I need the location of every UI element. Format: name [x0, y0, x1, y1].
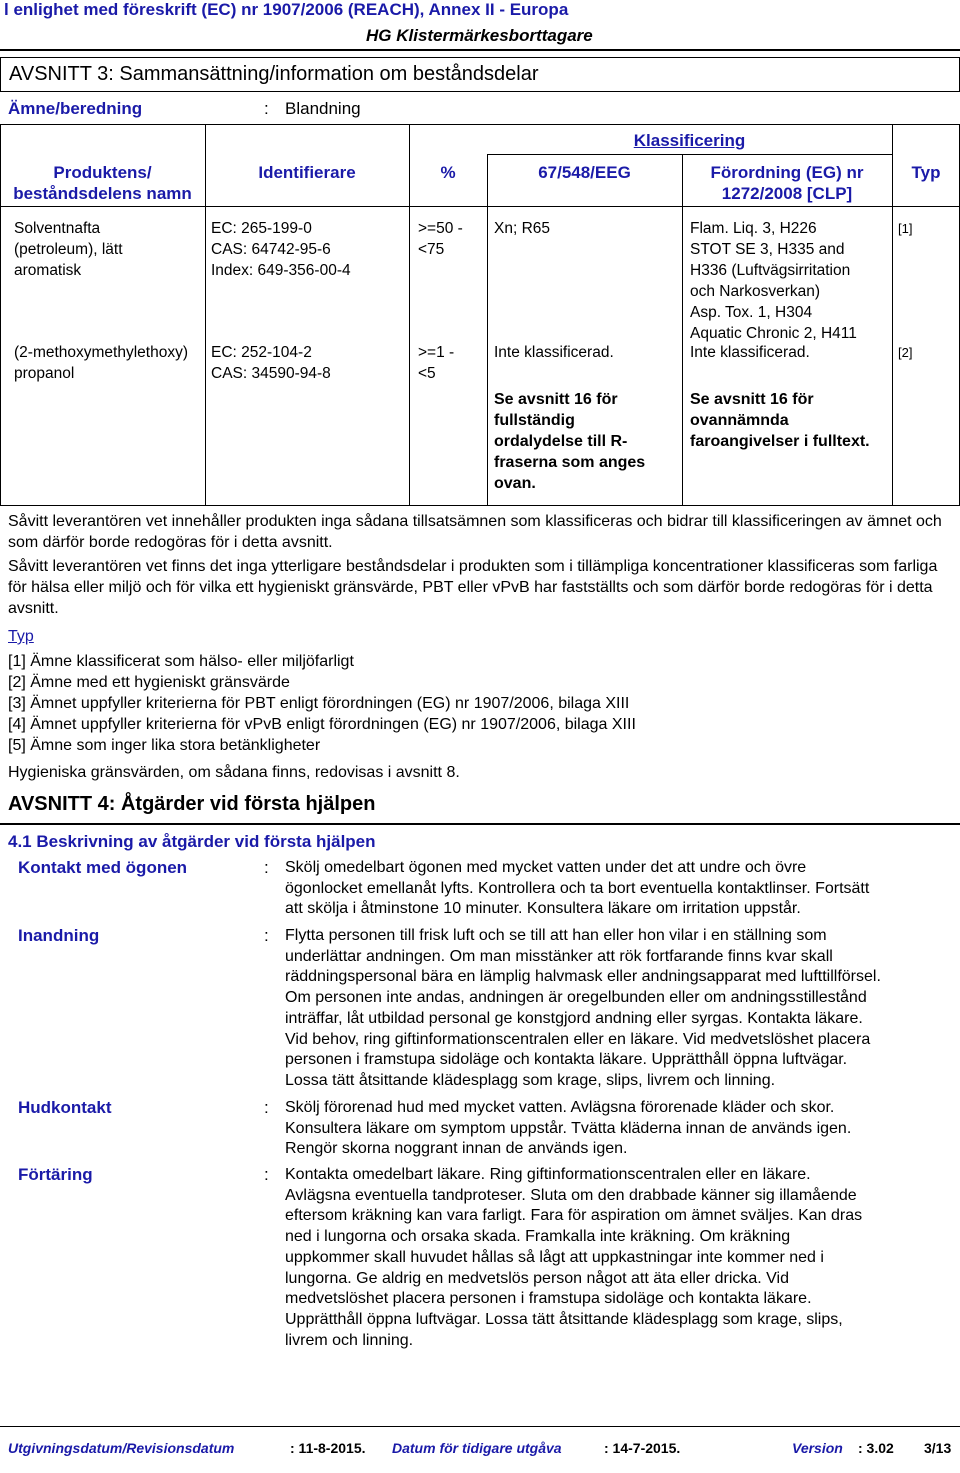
section4-divider — [0, 823, 960, 825]
ingestion-colon: : — [264, 1165, 269, 1184]
document-title: l enlighet med föreskrift (EC) nr 1907/2006 (REACH), Annex II - Europa — [4, 0, 569, 19]
header-identifier: Identifierare — [258, 163, 356, 182]
row1-type: [1] — [898, 221, 913, 236]
header-name — [0, 162, 205, 204]
note-clp — [690, 389, 892, 452]
cell-line: EC: 265-199-0 — [211, 220, 312, 237]
row2-name — [14, 342, 204, 384]
note-line: fullständig — [494, 412, 575, 429]
type-list-item: [5] Ämne som inger lika stora betänkligheter — [8, 737, 321, 754]
text-line: Flytta personen till frisk luft och se till att han eller hon vilar i en ställning som — [285, 927, 827, 944]
additives-paragraph: Såvitt leverantören vet innehåller produkten inga sådana tillsatsämnen som klassificeras och bidrar till klassificeringen av ämnet och som därför borde redogöras för i detta avsnitt. — [8, 513, 942, 551]
cell-line: Asp. Tox. 1, H304 — [690, 304, 813, 321]
cell-line: >=1 - — [418, 344, 455, 361]
version-label: Version — [792, 1440, 843, 1456]
section4-subheading: 4.1 Beskrivning av åtgärder vid första hjälpen — [8, 832, 376, 851]
col-divider — [487, 154, 488, 506]
text-line: Skölj förorenad hud med mycket vatten. Avlägsna förorenade kläder och skor. — [285, 1099, 835, 1116]
page-number: 3/13 — [924, 1440, 952, 1456]
text-line: uppkommer skall huvudet hållas så lågt att uppkastningar inte kommer ned i — [285, 1248, 824, 1266]
text-line: livrem och linning. — [285, 1331, 414, 1349]
text-line: ögonlocket emellanåt lyfts. Kontrollera och ta bort eventuella kontaktlinser. Fortsätt — [285, 879, 870, 897]
header-clp-line: 1272/2008 [CLP] — [721, 184, 853, 203]
text-line: Om personen inte andas, andningen är oregelbunden eller om andningsstillestånd — [285, 989, 867, 1007]
type-list-item: [3] Ämnet uppfyller kriterierna för PBT enligt förordningen (EG) nr 1907/2006, bilaga XIII — [8, 695, 630, 712]
cell-line: CAS: 64742-95-6 — [211, 241, 331, 258]
note-line: Se avsnitt 16 för — [494, 391, 618, 408]
text-line: personen i framstupa sidoläge och kontakta läkare. Upprätthåll öppna luftvägar. — [285, 1051, 848, 1069]
substance-label: Ämne/beredning — [8, 99, 143, 118]
text-line: räddningspersonal bära en lämplig halvmask eller andningsapparat med lufttillförsel. — [285, 968, 881, 986]
row2-identifier — [211, 342, 406, 384]
text-line: Kontakta omedelbart läkare. Ring giftinformationscentralen eller en läkare. — [285, 1166, 811, 1183]
type-list-item: [4] Ämnet uppfyller kriterierna för vPvB enligt förordningen (EG) nr 1907/2006, bilaga XIII — [8, 716, 636, 733]
ingestion-label: Förtäring — [18, 1165, 93, 1184]
cell-line: propanol — [14, 365, 75, 382]
type-list-item: [1] Ämne klassificerat som hälso- eller miljöfarligt — [8, 653, 354, 670]
col-divider — [682, 154, 683, 506]
previous-date-value: : 14-7-2015. — [604, 1440, 681, 1456]
previous-date-label: Datum för tidigare utgåva — [392, 1440, 562, 1456]
row1-clp — [690, 218, 890, 344]
substance-value: Blandning — [285, 99, 361, 118]
text-line: att skölja i åtminstone 10 minuter. Konsultera läkare om irritation uppstår. — [285, 900, 801, 918]
row1-percent — [418, 218, 486, 260]
skin-contact-label: Hudkontakt — [18, 1098, 112, 1117]
cell-line: Inte klassificerad. — [494, 344, 614, 361]
table-header-divider — [0, 206, 960, 207]
cell-line: Inte klassificerad. — [690, 344, 810, 361]
issue-date-label: Utgivningsdatum/Revisionsdatum — [8, 1440, 235, 1456]
cell-line: Aquatic Chronic 2, H411 — [690, 325, 857, 342]
cell-line: STOT SE 3, H335 and — [690, 241, 845, 258]
text-line: Rengör skorna noggrant innan de används igen. — [285, 1140, 628, 1158]
header-clp — [682, 162, 892, 204]
row1-name — [14, 218, 204, 281]
skin-contact-text — [285, 1098, 953, 1160]
row2-eeg — [494, 342, 680, 363]
cell-line: >=50 - — [418, 220, 463, 237]
cell-line: CAS: 34590-94-8 — [211, 365, 331, 382]
header-classification: Klassificering — [633, 131, 746, 150]
hygiene-note: Hygieniska gränsvärden, om sådana finns, redovisas i avsnitt 8. — [8, 764, 460, 781]
product-name: HG Klistermärkesborttagare — [366, 26, 593, 45]
text-line: Konsultera läkare om symptom uppstår. Tvätta kläderna innan de används igen. — [285, 1119, 852, 1137]
version-value: : 3.02 — [858, 1440, 894, 1456]
note-line: fraserna som anges — [494, 454, 646, 471]
row1-identifier — [211, 218, 406, 281]
cell-line: <5 — [418, 365, 436, 382]
note-line: faroangivelser i fulltext. — [690, 433, 870, 450]
cell-line: (petroleum), lätt — [14, 241, 123, 258]
cell-line: EC: 252-104-2 — [211, 344, 312, 361]
text-line: underlättar andningen. Om man misstänker att rök fortfarande finns kvar skall — [285, 947, 833, 965]
header-percent: % — [440, 163, 456, 182]
group-divider — [487, 154, 892, 155]
row1-eeg — [494, 218, 680, 239]
section4-heading: AVSNITT 4: Åtgärder vid första hjälpen — [8, 793, 376, 815]
header-name-line: Produktens/ — [53, 163, 152, 182]
section3-heading: AVSNITT 3: Sammansättning/information om beståndsdelar — [9, 63, 539, 85]
row2-type: [2] — [898, 345, 913, 360]
section3-heading-box — [0, 57, 960, 92]
cell-line: (2-methoxymethylethoxy) — [14, 344, 189, 361]
cell-line: aromatisk — [14, 262, 82, 279]
note-line: ovan. — [494, 475, 536, 492]
note-line: Se avsnitt 16 för — [690, 391, 814, 408]
header-type: Typ — [911, 163, 941, 182]
inhalation-colon: : — [264, 926, 269, 945]
note-line: ordalydelse till R- — [494, 433, 628, 450]
text-line: Avlägsna eventuella tandproteser. Sluta om den drabbade känner sig illamående — [285, 1186, 857, 1204]
text-line: Upprätthåll öppna luftvägar. Lossa tätt åtsittande klädesplagg som krage, slips, — [285, 1310, 843, 1328]
cell-line: Solventnafta — [14, 220, 101, 237]
header-name-line: beståndsdelens namn — [13, 184, 192, 203]
ingredients-paragraph: Såvitt leverantören vet finns det inga ytterligare beståndsdelar i produkten som i tillämpliga koncentrationer klassificeras som farliga för hälsa eller miljö och för vilka ett hygieniskt gränsvärde, PBT eller vPvB har fastställts och som därför borde redogöras för i detta avsnitt. — [8, 558, 938, 617]
text-line: inträffar, låt utbildad personal ge konstgjord andning eller syrgas. Kontakta läkare. — [285, 1009, 863, 1027]
cell-line: och Narkosverkan) — [690, 283, 821, 300]
note-line: ovannämnda — [690, 412, 789, 429]
substance-colon: : — [264, 99, 269, 118]
eye-contact-label: Kontakt med ögonen — [18, 858, 188, 877]
eye-contact-colon: : — [264, 858, 269, 877]
header-eeg: 67/548/EEG — [538, 163, 631, 182]
eye-contact-text — [285, 858, 953, 920]
cell-line: <75 — [418, 241, 445, 258]
issue-date-value: : 11-8-2015. — [290, 1440, 366, 1456]
inhalation-label: Inandning — [18, 926, 100, 945]
text-line: eftersom kräkning kan vara farligt. Fara för aspiration om ämnet sväljes. Kan dras — [285, 1207, 863, 1225]
inhalation-text — [285, 926, 953, 1092]
note-eeg — [494, 389, 680, 494]
cell-line: Xn; R65 — [494, 220, 551, 237]
text-line: lungorna. Ge aldrig en medvetslös person något att äta eller dricka. Vid — [285, 1269, 789, 1287]
header-divider — [0, 49, 960, 51]
text-line: Vid behov, ring giftinformationscentralen eller en läkare. Vid medvetslöshet placera — [285, 1030, 871, 1048]
row2-clp — [690, 342, 890, 363]
cell-line: Index: 649-356-00-4 — [211, 262, 351, 279]
text-line: Skölj omedelbart ögonen med mycket vatten under det att undre och övre — [285, 859, 807, 876]
text-line: Lossa tätt åtsittande klädesplagg som krage, slips, livrem och linning. — [285, 1071, 776, 1089]
row2-percent — [418, 342, 486, 384]
cell-line: H336 (Luftvägsirritation — [690, 262, 851, 279]
text-line: medvetslöshet placera personen i framstupa sidoläge och kontakta läkare. — [285, 1290, 812, 1308]
header-clp-line: Förordning (EG) nr — [710, 163, 864, 182]
type-heading: Typ — [8, 628, 34, 645]
cell-line: Flam. Liq. 3, H226 — [690, 220, 817, 237]
text-line: ned i lungorna och orsaka skada. Framkalla inte kräkning. Om kräkning — [285, 1228, 791, 1246]
skin-contact-colon: : — [264, 1098, 269, 1117]
ingestion-text — [285, 1165, 953, 1351]
type-list-item: [2] Ämne med ett hygieniskt gränsvärde — [8, 674, 290, 691]
footer-divider — [0, 1426, 960, 1427]
type-list — [8, 651, 953, 756]
